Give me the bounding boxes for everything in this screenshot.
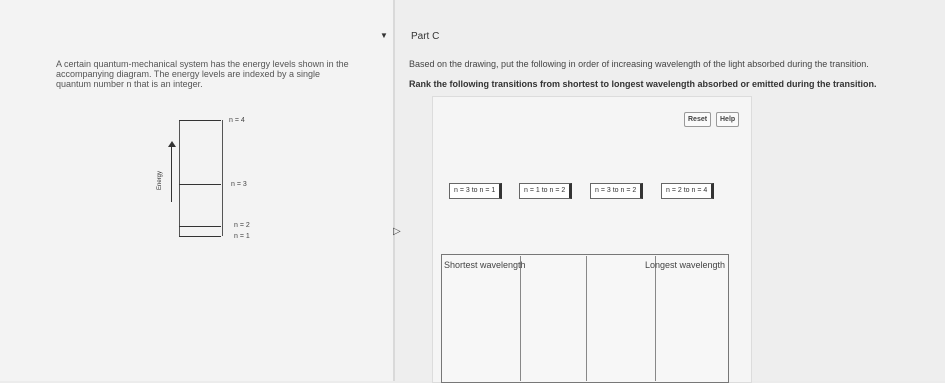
tile-n2-to-n4[interactable]: n = 2 to n = 4: [661, 183, 714, 199]
help-button[interactable]: Help: [716, 112, 739, 127]
diagram-frame: [179, 120, 223, 236]
tile-n3-to-n1[interactable]: n = 3 to n = 1: [449, 183, 502, 199]
level-line-3: [179, 184, 221, 185]
energy-arrow-icon: [168, 141, 176, 147]
energy-level-diagram: [157, 110, 275, 250]
part-instructions: Based on the drawing, put the following in order of increasing wavelength of the light absorbed during the transition.: [409, 59, 869, 69]
energy-axis: [171, 146, 172, 202]
collapse-caret-icon[interactable]: ▼: [380, 31, 388, 40]
ranking-prompt: Rank the following transitions from shortest to longest wavelength absorbed or emitted during the transition.: [409, 79, 877, 89]
energy-axis-label: Energy: [157, 170, 163, 190]
mouse-pointer-icon: ▷: [393, 226, 401, 237]
level-label-3: n = 3: [231, 181, 247, 188]
rank-slot-divider-1: [520, 256, 521, 381]
problem-panel: [0, 0, 395, 381]
shortest-label: Shortest wavelength: [444, 260, 526, 270]
part-title[interactable]: Part C: [411, 31, 440, 42]
level-label-1: n = 1: [234, 233, 250, 240]
level-line-1: [179, 236, 221, 237]
rank-slot-divider-3: [655, 256, 656, 381]
level-line-2: [179, 226, 221, 227]
level-label-4: n = 4: [229, 117, 245, 124]
reset-button[interactable]: Reset: [684, 112, 711, 127]
rank-slot-divider-2: [586, 256, 587, 381]
problem-intro: A certain quantum-mechanical system has the energy levels shown in the accompanying diagram. The energy levels are indexed by a single quantum number n that is an integer.: [56, 59, 349, 89]
level-label-2: n = 2: [234, 222, 250, 229]
tile-n3-to-n2[interactable]: n = 3 to n = 2: [590, 183, 643, 199]
level-line-4: [179, 120, 221, 121]
longest-label: Longest wavelength: [645, 260, 726, 270]
ranking-dropzone[interactable]: [441, 254, 729, 383]
tile-n1-to-n2[interactable]: n = 1 to n = 2: [519, 183, 572, 199]
